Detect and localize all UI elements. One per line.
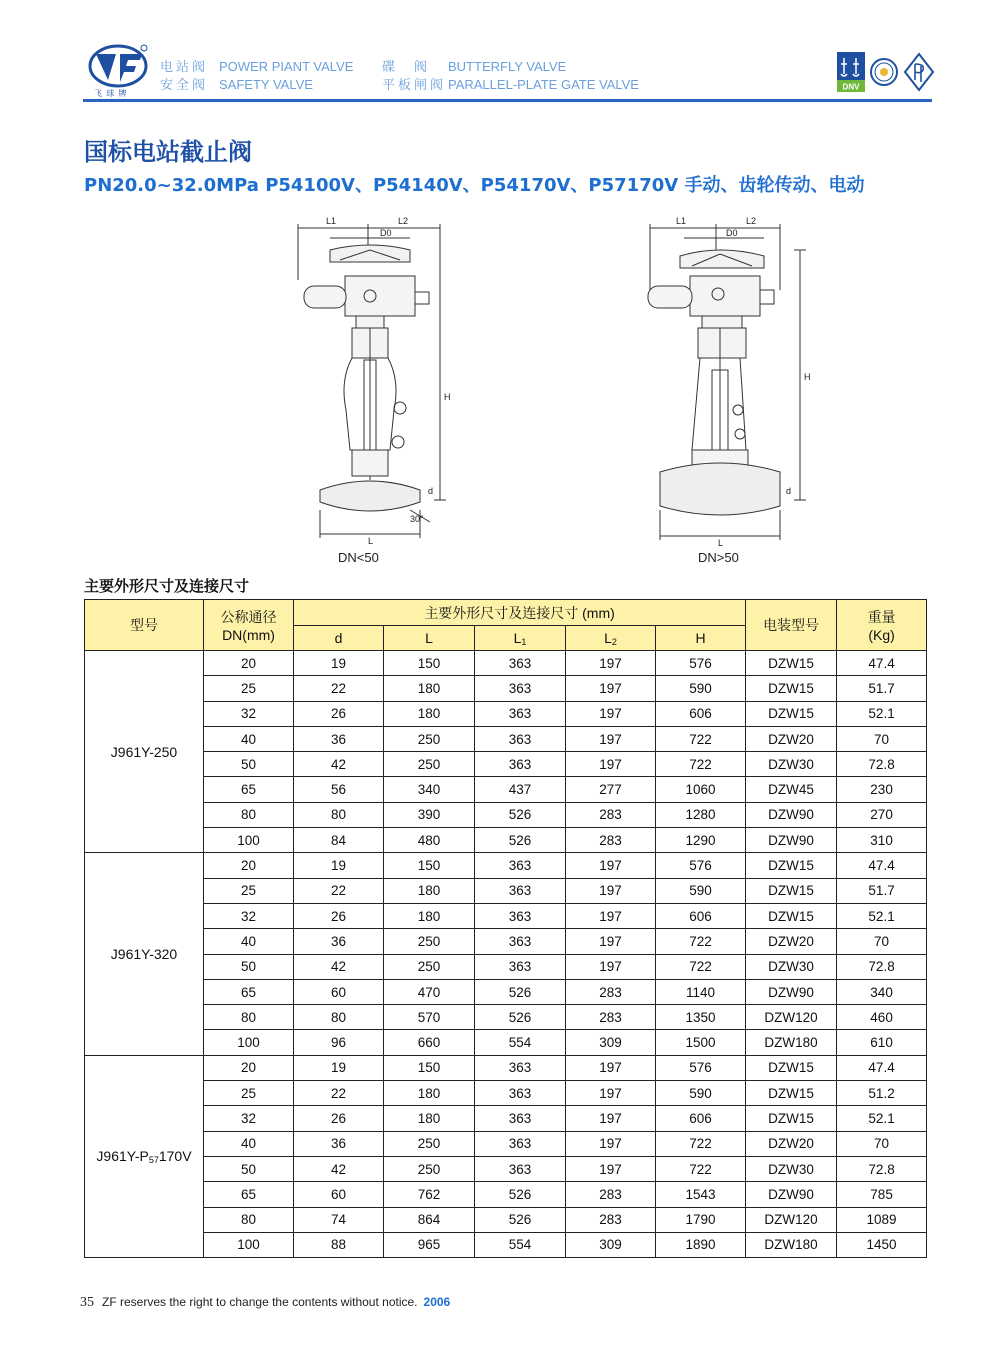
l-cell: 250 xyxy=(384,752,475,777)
l2-cell: 197 xyxy=(566,701,656,726)
header-l2-main: L xyxy=(604,630,612,646)
actuator-cell: DZW15 xyxy=(746,701,837,726)
l2-cell: 283 xyxy=(566,802,656,827)
dn-cell: 50 xyxy=(204,752,294,777)
l2-cell: 197 xyxy=(566,1106,656,1131)
header-dimensions: 主要外形尺寸及连接尺寸 (mm) xyxy=(294,600,746,626)
dn-cell: 100 xyxy=(204,828,294,853)
l-cell: 250 xyxy=(384,726,475,751)
table-row xyxy=(85,676,927,701)
h-cell: 722 xyxy=(656,752,746,777)
logo-text: 飞 球 牌 xyxy=(94,89,128,98)
l1-cell: 363 xyxy=(475,1156,566,1181)
table-row xyxy=(85,1207,927,1232)
h-cell: 1790 xyxy=(656,1207,746,1232)
table-row xyxy=(85,1005,927,1030)
header-en-col-1 xyxy=(219,58,353,94)
l2-cell: 197 xyxy=(566,853,656,878)
table-row xyxy=(85,828,927,853)
l-cell: 150 xyxy=(384,1055,475,1080)
weight-cell: 51.7 xyxy=(837,878,927,903)
drawing-caption-large: DN>50 xyxy=(698,550,739,565)
h-cell: 576 xyxy=(656,1055,746,1080)
valve-drawing-large xyxy=(640,210,830,550)
l-cell: 470 xyxy=(384,979,475,1004)
page-title: 国标电站截止阀 xyxy=(84,138,252,166)
header-dn-unit: DN(mm) xyxy=(222,627,275,643)
header-l1-sub: 1 xyxy=(521,637,527,647)
dn-cell: 65 xyxy=(204,979,294,1004)
header-weight-unit: (Kg) xyxy=(868,627,895,643)
dn-cell: 25 xyxy=(204,1081,294,1106)
h-cell: 590 xyxy=(656,1081,746,1106)
header-weight-label: 重量 xyxy=(867,609,896,625)
l2-cell: 197 xyxy=(566,676,656,701)
table-row xyxy=(85,1081,927,1106)
l1-cell: 363 xyxy=(475,954,566,979)
l1-cell: 363 xyxy=(475,1131,566,1156)
header-cn-col-1 xyxy=(160,58,208,94)
dn-cell: 65 xyxy=(204,777,294,802)
table-row xyxy=(85,802,927,827)
d-cell: 88 xyxy=(294,1232,384,1257)
weight-cell: 610 xyxy=(837,1030,927,1055)
dn-cell: 50 xyxy=(204,1156,294,1181)
header-l2-sub: 2 xyxy=(611,637,617,647)
footer-notice: ZF reserves the right to change the contents without notice. xyxy=(102,1295,418,1309)
dimension-table xyxy=(84,599,927,1258)
l1-cell: 363 xyxy=(475,878,566,903)
l1-cell: 363 xyxy=(475,1081,566,1106)
l1-cell: 526 xyxy=(475,802,566,827)
d-cell: 42 xyxy=(294,752,384,777)
weight-cell: 230 xyxy=(837,777,927,802)
d-cell: 19 xyxy=(294,651,384,676)
h-cell: 1543 xyxy=(656,1182,746,1207)
h-cell: 606 xyxy=(656,1106,746,1131)
actuator-cell: DZW15 xyxy=(746,1081,837,1106)
l2-cell: 283 xyxy=(566,1207,656,1232)
model-cell xyxy=(85,651,204,853)
actuator-cell: DZW15 xyxy=(746,1055,837,1080)
h-cell: 1140 xyxy=(656,979,746,1004)
l1-cell: 554 xyxy=(475,1030,566,1055)
d-cell: 80 xyxy=(294,1005,384,1030)
dim-label-l1: L1 xyxy=(676,216,687,226)
weight-cell: 52.1 xyxy=(837,903,927,928)
d-cell: 22 xyxy=(294,676,384,701)
table-row xyxy=(85,1232,927,1257)
api-certification-icon xyxy=(903,52,935,92)
table-row xyxy=(85,1055,927,1080)
page-header xyxy=(0,0,1000,110)
d-cell: 22 xyxy=(294,878,384,903)
dim-label-l1: L1 xyxy=(326,216,337,226)
l-cell: 480 xyxy=(384,828,475,853)
l1-cell: 363 xyxy=(475,1055,566,1080)
l2-cell: 197 xyxy=(566,1131,656,1156)
actuator-cell: DZW30 xyxy=(746,1156,837,1181)
dn-cell: 65 xyxy=(204,1182,294,1207)
weight-cell: 460 xyxy=(837,1005,927,1030)
d-cell: 19 xyxy=(294,853,384,878)
l-cell: 150 xyxy=(384,651,475,676)
l-cell: 660 xyxy=(384,1030,475,1055)
dnv-label: DNV xyxy=(842,82,860,92)
actuator-cell: DZW45 xyxy=(746,777,837,802)
d-cell: 36 xyxy=(294,1131,384,1156)
h-cell: 1500 xyxy=(656,1030,746,1055)
actuator-cell: DZW90 xyxy=(746,802,837,827)
table-row xyxy=(85,954,927,979)
table-row xyxy=(85,903,927,928)
l1-cell: 363 xyxy=(475,701,566,726)
dnv-certification-icon xyxy=(837,52,865,92)
l-cell: 180 xyxy=(384,1081,475,1106)
dn-cell: 32 xyxy=(204,1106,294,1131)
table-row xyxy=(85,1182,927,1207)
actuator-cell: DZW30 xyxy=(746,752,837,777)
dn-cell: 32 xyxy=(204,701,294,726)
l-cell: 180 xyxy=(384,701,475,726)
actuator-cell: DZW90 xyxy=(746,828,837,853)
h-cell: 590 xyxy=(656,676,746,701)
weight-cell: 72.8 xyxy=(837,1156,927,1181)
d-cell: 84 xyxy=(294,828,384,853)
h-cell: 722 xyxy=(656,1131,746,1156)
dim-label-l2: L2 xyxy=(746,216,757,226)
table-row xyxy=(85,701,927,726)
d-cell: 96 xyxy=(294,1030,384,1055)
table-row xyxy=(85,726,927,751)
dim-label-h: H xyxy=(444,392,451,402)
weight-cell: 1089 xyxy=(837,1207,927,1232)
table-row xyxy=(85,979,927,1004)
header-divider xyxy=(83,99,932,102)
actuator-cell: DZW20 xyxy=(746,929,837,954)
h-cell: 606 xyxy=(656,903,746,928)
actuator-cell: DZW30 xyxy=(746,954,837,979)
h-cell: 576 xyxy=(656,853,746,878)
d-cell: 74 xyxy=(294,1207,384,1232)
h-cell: 722 xyxy=(656,954,746,979)
header-dn xyxy=(204,600,294,651)
l1-cell: 363 xyxy=(475,929,566,954)
header-text: 碟 阀 xyxy=(382,59,431,74)
l-cell: 250 xyxy=(384,929,475,954)
l2-cell: 309 xyxy=(566,1232,656,1257)
actuator-cell: DZW180 xyxy=(746,1232,837,1257)
h-cell: 722 xyxy=(656,929,746,954)
l2-cell: 197 xyxy=(566,651,656,676)
d-cell: 42 xyxy=(294,1156,384,1181)
model-cell xyxy=(85,1055,204,1257)
weight-cell: 310 xyxy=(837,828,927,853)
header-h: H xyxy=(656,626,746,651)
l-cell: 762 xyxy=(384,1182,475,1207)
model-cell xyxy=(85,853,204,1055)
l2-cell: 283 xyxy=(566,979,656,1004)
h-cell: 1060 xyxy=(656,777,746,802)
l1-cell: 363 xyxy=(475,752,566,777)
l-cell: 570 xyxy=(384,1005,475,1030)
dn-cell: 80 xyxy=(204,802,294,827)
header-l: L xyxy=(384,626,475,651)
header-cn-col-2 xyxy=(382,58,446,94)
dn-cell: 32 xyxy=(204,903,294,928)
dim-label-d: d xyxy=(428,486,434,496)
table-row xyxy=(85,853,927,878)
table-row xyxy=(85,651,927,676)
dim-label-l: L xyxy=(368,536,374,546)
dim-label-d: d xyxy=(786,486,792,496)
actuator-cell: DZW20 xyxy=(746,1131,837,1156)
header-dn-label: 公称通径 xyxy=(220,609,277,625)
h-cell: 722 xyxy=(656,1156,746,1181)
weight-cell: 785 xyxy=(837,1182,927,1207)
l1-cell: 363 xyxy=(475,853,566,878)
l1-cell: 554 xyxy=(475,1232,566,1257)
weight-cell: 47.4 xyxy=(837,651,927,676)
h-cell: 1290 xyxy=(656,828,746,853)
dim-label-l: L xyxy=(718,538,724,548)
weight-cell: 70 xyxy=(837,726,927,751)
table-row xyxy=(85,1106,927,1131)
weight-cell: 72.8 xyxy=(837,752,927,777)
l2-cell: 283 xyxy=(566,1182,656,1207)
valve-drawing-small xyxy=(290,210,470,550)
weight-cell: 70 xyxy=(837,1131,927,1156)
round-certification-icon xyxy=(869,54,899,90)
dim-label-d0: D0 xyxy=(726,228,738,238)
header-text: PARALLEL-PLATE GATE VALVE xyxy=(448,77,639,92)
weight-cell: 70 xyxy=(837,929,927,954)
dn-cell: 40 xyxy=(204,1131,294,1156)
l-cell: 180 xyxy=(384,878,475,903)
actuator-cell: DZW20 xyxy=(746,726,837,751)
page-footer xyxy=(80,1295,450,1311)
l1-cell: 363 xyxy=(475,1106,566,1131)
actuator-cell: DZW15 xyxy=(746,853,837,878)
table-body xyxy=(85,651,927,1258)
header-text: POWER PIANT VALVE xyxy=(219,59,354,74)
section-title: 主要外形尺寸及连接尺寸 xyxy=(84,577,250,595)
dn-cell: 40 xyxy=(204,726,294,751)
l-cell: 250 xyxy=(384,1156,475,1181)
weight-cell: 340 xyxy=(837,979,927,1004)
dim-label-h: H xyxy=(804,372,811,382)
weight-cell: 51.7 xyxy=(837,676,927,701)
dn-cell: 50 xyxy=(204,954,294,979)
header-text: 安全阀 xyxy=(160,77,209,92)
model-suffix: 170V xyxy=(158,1148,192,1165)
dim-label-l2: L2 xyxy=(398,216,409,226)
h-cell: 1350 xyxy=(656,1005,746,1030)
l-cell: 180 xyxy=(384,676,475,701)
model-name: J961Y-250 xyxy=(110,743,178,760)
actuator-cell: DZW15 xyxy=(746,676,837,701)
l1-cell: 437 xyxy=(475,777,566,802)
dim-label-angle: 30° xyxy=(410,514,424,524)
l-cell: 390 xyxy=(384,802,475,827)
weight-cell: 270 xyxy=(837,802,927,827)
actuator-cell: DZW15 xyxy=(746,651,837,676)
weight-cell: 47.4 xyxy=(837,853,927,878)
l1-cell: 363 xyxy=(475,651,566,676)
dn-cell: 25 xyxy=(204,878,294,903)
header-l1-main: L xyxy=(513,630,522,646)
table-row xyxy=(85,1156,927,1181)
d-cell: 22 xyxy=(294,1081,384,1106)
model-subscript: 57 xyxy=(148,1155,159,1166)
l2-cell: 197 xyxy=(566,726,656,751)
l2-cell: 197 xyxy=(566,1055,656,1080)
d-cell: 36 xyxy=(294,929,384,954)
l1-cell: 526 xyxy=(475,979,566,1004)
l1-cell: 526 xyxy=(475,1182,566,1207)
d-cell: 60 xyxy=(294,1182,384,1207)
d-cell: 26 xyxy=(294,903,384,928)
page-number: 35 xyxy=(80,1295,94,1310)
table-row xyxy=(85,878,927,903)
model-name: J961Y-P xyxy=(96,1148,149,1165)
actuator-cell: DZW180 xyxy=(746,1030,837,1055)
h-cell: 576 xyxy=(656,651,746,676)
l-cell: 965 xyxy=(384,1232,475,1257)
l2-cell: 197 xyxy=(566,903,656,928)
d-cell: 80 xyxy=(294,802,384,827)
l-cell: 864 xyxy=(384,1207,475,1232)
footer-year: 2006 xyxy=(423,1295,451,1309)
header-d: d xyxy=(294,626,384,651)
l1-cell: 526 xyxy=(475,828,566,853)
d-cell: 19 xyxy=(294,1055,384,1080)
dn-cell: 20 xyxy=(204,853,294,878)
l-cell: 180 xyxy=(384,1106,475,1131)
page-subtitle: PN20.0~32.0MPa P54100V、P54140V、P54170V、P57170V 手动、齿轮传动、电动 xyxy=(84,175,865,196)
header-actuator: 电装型号 xyxy=(746,600,837,651)
h-cell: 722 xyxy=(656,726,746,751)
header-text: 平板闸阀 xyxy=(382,77,447,92)
l1-cell: 363 xyxy=(475,676,566,701)
l1-cell: 363 xyxy=(475,903,566,928)
table-row xyxy=(85,1131,927,1156)
header-l1 xyxy=(475,626,566,651)
l-cell: 180 xyxy=(384,903,475,928)
l-cell: 250 xyxy=(384,954,475,979)
actuator-cell: DZW15 xyxy=(746,903,837,928)
h-cell: 590 xyxy=(656,878,746,903)
h-cell: 1890 xyxy=(656,1232,746,1257)
d-cell: 60 xyxy=(294,979,384,1004)
dim-label-d0: D0 xyxy=(380,228,392,238)
d-cell: 36 xyxy=(294,726,384,751)
weight-cell: 51.2 xyxy=(837,1081,927,1106)
l1-cell: 363 xyxy=(475,726,566,751)
table-row xyxy=(85,777,927,802)
h-cell: 606 xyxy=(656,701,746,726)
header-model: 型号 xyxy=(85,600,204,651)
table-row xyxy=(85,1030,927,1055)
actuator-cell: DZW90 xyxy=(746,1182,837,1207)
dn-cell: 20 xyxy=(204,1055,294,1080)
dn-cell: 100 xyxy=(204,1030,294,1055)
weight-cell: 52.1 xyxy=(837,701,927,726)
h-cell: 1280 xyxy=(656,802,746,827)
l2-cell: 283 xyxy=(566,828,656,853)
weight-cell: 52.1 xyxy=(837,1106,927,1131)
actuator-cell: DZW15 xyxy=(746,878,837,903)
weight-cell: 47.4 xyxy=(837,1055,927,1080)
header-en-col-2 xyxy=(448,58,639,94)
l2-cell: 197 xyxy=(566,929,656,954)
weight-cell: 1450 xyxy=(837,1232,927,1257)
table-row xyxy=(85,929,927,954)
table-row xyxy=(85,752,927,777)
dn-cell: 20 xyxy=(204,651,294,676)
l-cell: 150 xyxy=(384,853,475,878)
l1-cell: 526 xyxy=(475,1207,566,1232)
dn-cell: 25 xyxy=(204,676,294,701)
d-cell: 56 xyxy=(294,777,384,802)
l2-cell: 197 xyxy=(566,1081,656,1106)
l2-cell: 197 xyxy=(566,878,656,903)
actuator-cell: DZW120 xyxy=(746,1207,837,1232)
l-cell: 340 xyxy=(384,777,475,802)
l2-cell: 277 xyxy=(566,777,656,802)
l1-cell: 526 xyxy=(475,1005,566,1030)
l2-cell: 197 xyxy=(566,1156,656,1181)
actuator-cell: DZW90 xyxy=(746,979,837,1004)
d-cell: 26 xyxy=(294,1106,384,1131)
l2-cell: 283 xyxy=(566,1005,656,1030)
header-text: BUTTERFLY VALVE xyxy=(448,59,567,74)
actuator-cell: DZW120 xyxy=(746,1005,837,1030)
weight-cell: 72.8 xyxy=(837,954,927,979)
header-text: SAFETY VALVE xyxy=(219,77,313,92)
model-name: J961Y-320 xyxy=(110,946,178,963)
actuator-cell: DZW15 xyxy=(746,1106,837,1131)
dn-cell: 80 xyxy=(204,1207,294,1232)
header-text: 电站阀 xyxy=(160,59,209,74)
l2-cell: 197 xyxy=(566,752,656,777)
d-cell: 26 xyxy=(294,701,384,726)
dn-cell: 40 xyxy=(204,929,294,954)
l2-cell: 197 xyxy=(566,954,656,979)
header-l2 xyxy=(566,626,656,651)
l-cell: 250 xyxy=(384,1131,475,1156)
dn-cell: 80 xyxy=(204,1005,294,1030)
d-cell: 42 xyxy=(294,954,384,979)
dn-cell: 100 xyxy=(204,1232,294,1257)
header-weight xyxy=(837,600,927,651)
l2-cell: 309 xyxy=(566,1030,656,1055)
drawing-caption-small: DN<50 xyxy=(338,550,379,565)
